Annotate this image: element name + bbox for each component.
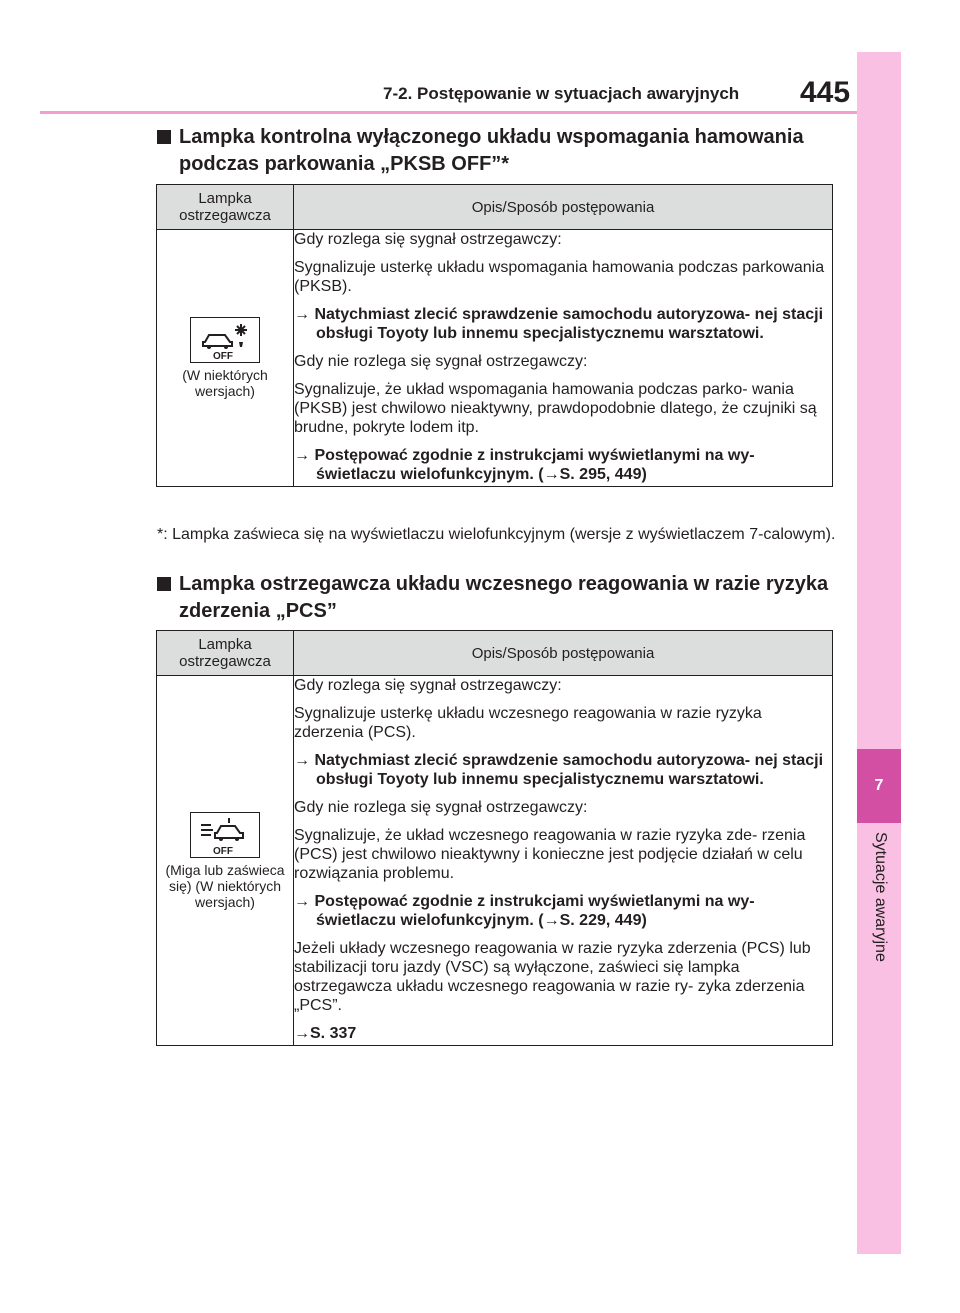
table-row [157,230,833,487]
action-paragraph: → Postępować zgodnie z instrukcjami wyświetlanymi na wy- świetlaczu wielofunkcyjnym. (→S. 229, 449) [294,893,755,929]
description-paragraph: Jeżeli układy wczesnego reagowania w razie ryzyka zderzenia (PCS) lub stabilizacji toru jazdy (VSC) są wyłączone, zaświeci się lampka ostrzegawcza układu wczesnego reagowania w razie ry- zyka zderzenia „PCS”. [294,940,811,1014]
lamp-icon-cell [157,230,294,487]
icon-off-text: OFF [213,845,233,857]
description-cell [294,230,833,487]
table-header-row [157,185,833,230]
column-header-description: Opis/Sposób postępowania [294,631,833,676]
description-paragraph: Sygnalizuje usterkę układu wczesnego reagowania w razie ryzyka zderzenia (PCS). [294,705,762,741]
pcs-off-icon [190,812,260,858]
section-title-text: Lampka kontrolna wyłączonego układu wspomagania hamowania podczas parkowania „PKSB OFF”* [179,126,804,175]
description-paragraph: Gdy nie rozlega się sygnał ostrzegawczy: [294,353,588,370]
page-reference: →S. 337 [294,1025,357,1042]
action-paragraph: → Natychmiast zlecić sprawdzenie samochodu autoryzowa- nej stacji obsługi Toyoty lub innemu specjalistycznemu warsztatowi. [294,752,824,788]
column-header-lamp: Lampka ostrzegawcza [157,631,294,676]
table-header-row [157,631,833,676]
chapter-side-tab [857,52,901,1254]
chapter-number: 7 [857,749,901,823]
description-cell [294,676,833,1046]
icon-off-text: OFF [213,351,233,362]
icon-note: (W niektórych wersjach) [182,367,268,399]
action-paragraph: → Natychmiast zlecić sprawdzenie samochodu autoryzowa- nej stacji obsługi Toyoty lub innemu specjalistycznemu warsztatowi. [294,306,824,342]
description-paragraph: Sygnalizuje, że układ wspomagania hamowania podczas parko- wania (PKSB) jest chwilowo nieaktywny, prawdopodobnie dlatego, że czujniki są brudne, pokryte lodem itp. [294,381,817,436]
pksb-off-icon [190,317,260,363]
column-header-lamp: Lampka ostrzegawcza [157,185,294,230]
description-paragraph: Gdy nie rozlega się sygnał ostrzegawczy: [294,799,588,816]
description-paragraph: Gdy rozlega się sygnał ostrzegawczy: [294,231,562,248]
action-paragraph: → Postępować zgodnie z instrukcjami wyświetlanymi na wy- świetlaczu wielofunkcyjnym. (→S. 295, 449) [294,447,755,483]
running-header: 7-2. Postępowanie w sytuacjach awaryjnych [383,84,740,103]
chapter-label: Sytuacje awaryjne [872,832,889,962]
section-title-pksb [157,124,859,178]
table-row [157,676,833,1046]
footnote: *: Lampka zaświeca się na wyświetlaczu wielofunkcyjnym (wersje z wyświetlaczem 7-calowym). [157,526,836,543]
lamp-icon-cell [157,676,294,1046]
column-header-description: Opis/Sposób postępowania [294,185,833,230]
warning-lamp-table-pksb [156,184,833,487]
header-rule [40,111,858,114]
section-title-text: Lampka ostrzegawcza układu wczesnego reagowania w razie ryzyka zderzenia „PCS” [179,573,829,622]
description-paragraph: Sygnalizuje, że układ wczesnego reagowania w razie ryzyka zde- rzenia (PCS) jest chwilowo nieaktywny i konieczne jest podjęcie działań w celu rozwiązania problemu. [294,827,806,882]
bullet-square-icon [157,577,171,591]
bullet-square-icon [157,130,171,144]
section-title-pcs [157,571,859,625]
warning-lamp-table-pcs [156,630,833,1046]
description-paragraph: Sygnalizuje usterkę układu wspomagania hamowania podczas parkowania (PKSB). [294,259,825,295]
page-number: 445 [800,76,851,109]
icon-note: (Miga lub zaświeca się) (W niektórych wersjach) [165,861,285,910]
description-paragraph: Gdy rozlega się sygnał ostrzegawczy: [294,677,562,694]
